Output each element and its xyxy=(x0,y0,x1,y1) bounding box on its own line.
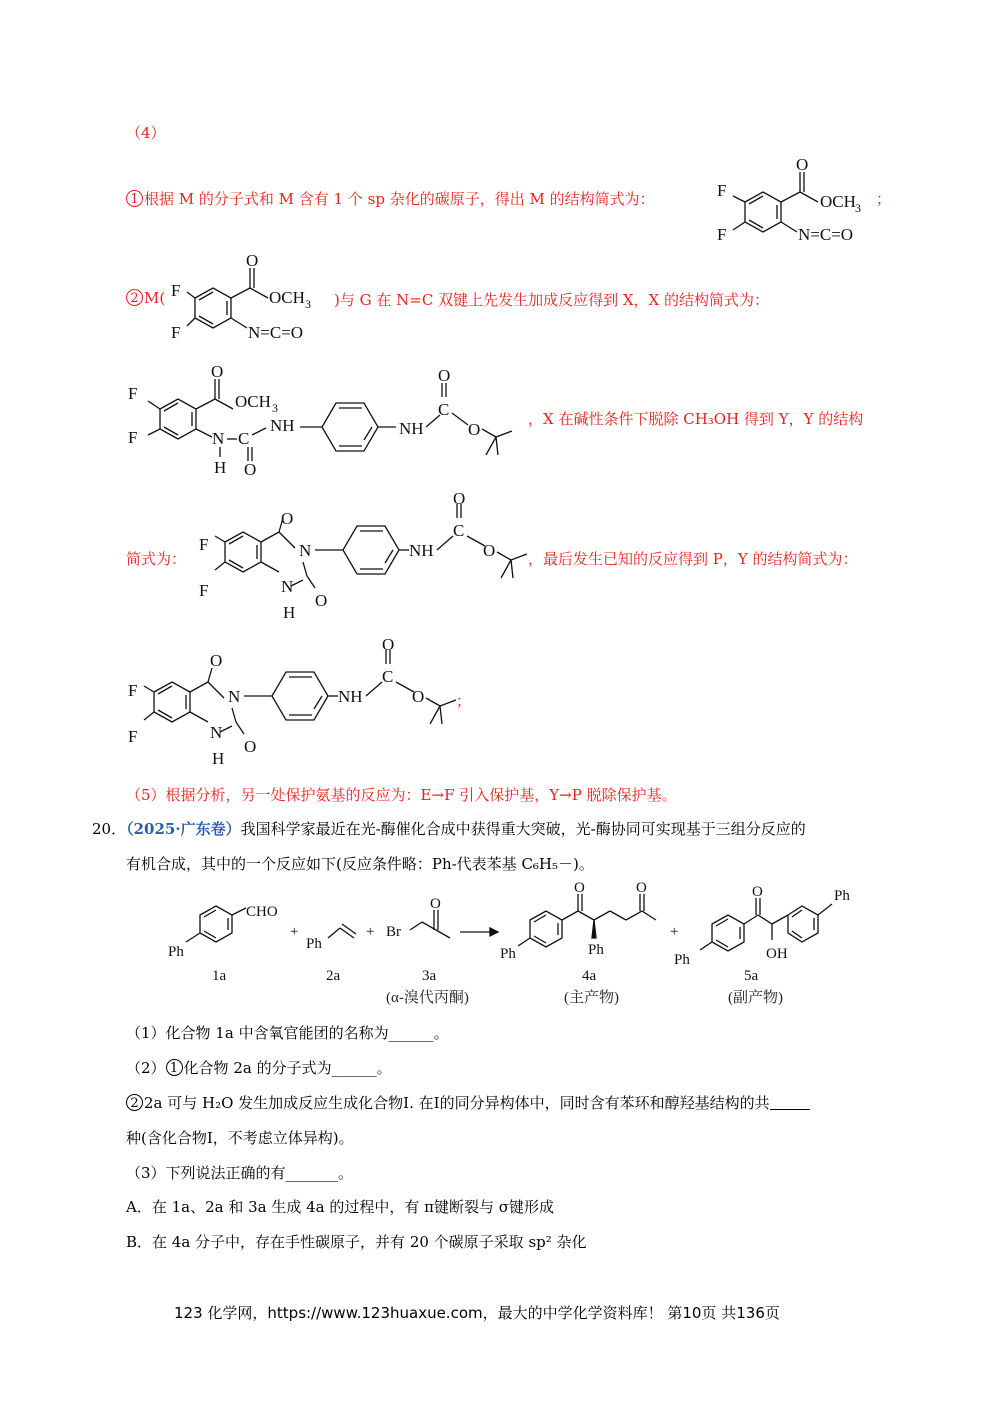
svg-text:NH: NH xyxy=(399,419,424,438)
svg-text:O: O xyxy=(244,460,257,479)
svg-text:(主产物): (主产物) xyxy=(564,990,619,1006)
statement-3: ，X 在碱性条件下脱除 CH₃OH 得到 Y，Y 的结构 xyxy=(528,410,864,428)
svg-text:F: F xyxy=(171,323,181,342)
question-20-line1: 20．（2025·广东卷）我国科学家最近在光-酶催化合成中获得重大突破，光-酶协同可实现基于三组分反应的 xyxy=(92,820,806,838)
svg-text:O: O xyxy=(468,420,481,439)
structure-Y-final xyxy=(124,635,464,770)
svg-text:O: O xyxy=(246,251,259,270)
structure-Y xyxy=(195,490,535,620)
svg-text:5a: 5a xyxy=(744,968,759,984)
circled-1-icon: 1 xyxy=(166,1059,183,1076)
svg-text:+: + xyxy=(290,924,299,940)
svg-text:N: N xyxy=(210,723,223,742)
svg-text:Ph: Ph xyxy=(306,936,322,952)
svg-text:NH: NH xyxy=(270,416,295,435)
svg-text:CHO: CHO xyxy=(246,904,278,920)
svg-text:C: C xyxy=(453,521,465,540)
svg-text:(副产物): (副产物) xyxy=(728,990,783,1006)
svg-text:OCH: OCH xyxy=(235,392,271,411)
statement-4: ，最后发生已知的反应得到 P，Y 的结构简式为： xyxy=(528,550,858,568)
svg-text:O: O xyxy=(281,509,294,528)
svg-text:NH: NH xyxy=(338,687,363,706)
svg-text:F: F xyxy=(199,535,209,554)
structure-X xyxy=(124,362,544,485)
answer-blank xyxy=(770,1095,810,1110)
svg-text:C: C xyxy=(238,429,250,448)
question-2-1: （2） 1 化合物 2a 的分子式为______。 xyxy=(126,1059,392,1077)
question-2-2: 2 2a 可与 H₂O 发生加成反应生成化合物Ⅰ. 在Ⅰ的同分异构体中，同时含有苯环和醇羟基结构的共 xyxy=(126,1092,810,1113)
svg-text:O: O xyxy=(453,489,466,508)
svg-text:O: O xyxy=(483,541,496,560)
question-20-line2: 有机合成，其中的一个反应如下(反应条件略：Ph-代表苯基 C₆H₅－)。 xyxy=(126,855,594,873)
svg-text:Ph: Ph xyxy=(674,952,690,968)
svg-text:NH: NH xyxy=(409,541,434,560)
svg-text:Ph: Ph xyxy=(168,944,184,960)
statement-1: 1 根据 M 的分子式和 M 含有 1 个 sp 杂化的碳原子，得出 M 的结构简式为： xyxy=(126,188,655,209)
svg-text:3: 3 xyxy=(272,401,278,415)
option-b: B．在 4a 分子中，存在手性碳原子，并有 20 个碳原子采取 sp² 杂化 xyxy=(126,1233,587,1251)
part4-label: （4） xyxy=(126,124,166,142)
svg-text:4a: 4a xyxy=(582,968,597,984)
svg-text:+: + xyxy=(366,924,375,940)
svg-text:O: O xyxy=(636,880,647,896)
statement-2: )与 G 在 N=C 双键上先发生加成反应得到 X，X 的结构简式为： xyxy=(334,291,769,309)
circled-1-icon: 1 xyxy=(126,190,143,207)
svg-text:(α-溴代丙酮): (α-溴代丙酮) xyxy=(386,990,469,1006)
svg-text:F: F xyxy=(199,581,209,600)
svg-text:OH: OH xyxy=(766,946,788,962)
svg-text:F: F xyxy=(717,181,727,200)
reaction-scheme xyxy=(160,880,880,1010)
svg-text:Ph: Ph xyxy=(500,946,516,962)
svg-text:OCH: OCH xyxy=(820,192,856,211)
svg-text:O: O xyxy=(412,687,425,706)
svg-text:F: F xyxy=(171,281,181,300)
svg-text:C: C xyxy=(438,400,450,419)
option-a: A．在 1a、2a 和 3a 生成 4a 的过程中，有 π键断裂与 σ键形成 xyxy=(126,1198,555,1216)
svg-text:N=C=O: N=C=O xyxy=(798,225,854,244)
question-1: （1）化合物 1a 中含氧官能团的名称为______。 xyxy=(126,1024,449,1042)
svg-text:F: F xyxy=(128,681,138,700)
svg-text:N: N xyxy=(228,687,241,706)
svg-text:F: F xyxy=(128,727,138,746)
svg-text:1a: 1a xyxy=(212,968,227,984)
svg-text:C: C xyxy=(382,667,394,686)
svg-text:O: O xyxy=(210,651,223,670)
svg-text:3: 3 xyxy=(305,297,311,311)
svg-text:O: O xyxy=(430,896,441,912)
part5: （5）根据分析，另一处保护氨基的反应为：E→F 引入保护基，Y→P 脱除保护基。 xyxy=(126,786,677,804)
svg-text:O: O xyxy=(382,635,395,654)
svg-text:N: N xyxy=(281,577,294,596)
svg-text:N: N xyxy=(299,541,312,560)
question-3: （3）下列说法正确的有_______。 xyxy=(126,1164,354,1182)
svg-text:O: O xyxy=(796,155,809,174)
statement-4-start: 简式为： xyxy=(126,550,187,568)
svg-text:H: H xyxy=(283,603,296,622)
svg-text:OCH: OCH xyxy=(269,288,305,307)
svg-text:Ph: Ph xyxy=(588,942,604,958)
structure-M-inline xyxy=(165,250,345,350)
statement-1-end: ； xyxy=(876,190,892,208)
circled-2-icon: 2 xyxy=(126,1094,143,1111)
svg-text:O: O xyxy=(752,884,763,900)
svg-text:F: F xyxy=(128,384,138,403)
svg-text:3a: 3a xyxy=(422,968,437,984)
svg-text:F: F xyxy=(128,428,138,447)
svg-text:O: O xyxy=(574,880,585,896)
svg-text:3: 3 xyxy=(855,201,861,215)
statement-5-end: ； xyxy=(456,692,472,710)
svg-text:O: O xyxy=(211,362,224,381)
svg-text:O: O xyxy=(315,591,328,610)
svg-text:N: N xyxy=(212,429,225,448)
svg-text:+: + xyxy=(670,924,679,940)
page-footer: 123 化学网，https://www.123huaxue.com，最大的中学化学资料库！ 第10页 共136页 xyxy=(174,1304,780,1322)
statement-2-start: 2 M( xyxy=(126,289,165,307)
svg-text:Br: Br xyxy=(386,924,401,940)
circled-2-icon: 2 xyxy=(126,289,143,306)
svg-text:2a: 2a xyxy=(326,968,341,984)
svg-text:Ph: Ph xyxy=(834,888,850,904)
svg-text:H: H xyxy=(212,749,225,768)
svg-text:O: O xyxy=(438,366,451,385)
svg-text:H: H xyxy=(214,458,227,477)
svg-text:O: O xyxy=(244,737,257,756)
svg-text:N=C=O: N=C=O xyxy=(248,323,304,342)
svg-text:F: F xyxy=(717,225,727,244)
structure-M xyxy=(705,150,905,250)
question-2-2-cont: 种(含化合物Ⅰ，不考虑立体异构)。 xyxy=(126,1129,354,1147)
